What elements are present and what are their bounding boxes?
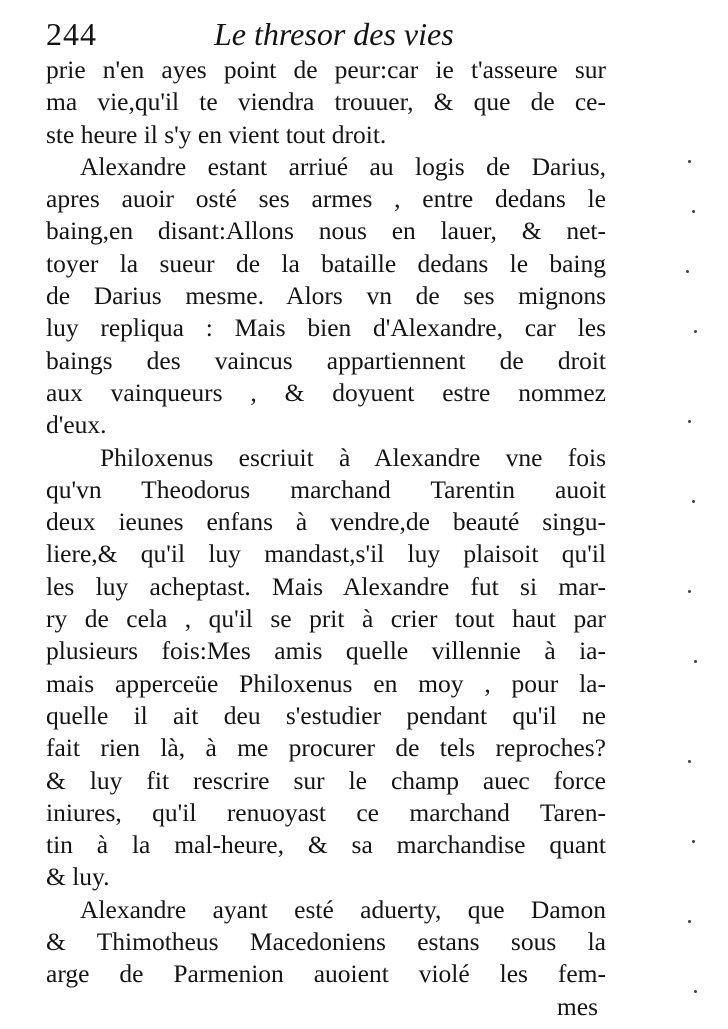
text-line: de Darius mesme. Alors vn de ses mignons bbox=[46, 281, 606, 311]
speckle bbox=[688, 420, 691, 423]
text-line: prie n'en ayes point de peur:car ie t'asseure sur bbox=[46, 55, 606, 84]
text-line: luy repliqua : Mais bien d'Alexandre, car les bbox=[46, 313, 606, 343]
speckle bbox=[692, 210, 695, 213]
text-line: & Thimotheus Macedoniens estans sous la bbox=[46, 927, 606, 957]
catchword: mes bbox=[556, 991, 598, 1021]
speckle bbox=[694, 330, 697, 333]
speckle bbox=[694, 990, 697, 993]
text-line: les luy acheptast. Mais Alexandre fut si mar- bbox=[46, 571, 606, 601]
text-line: ry de cela , qu'il se prit à crier tout haut par bbox=[46, 604, 606, 634]
margin-speckles bbox=[648, 120, 728, 1020]
text-line: ma vie,qu'il te viendra trouuer, & que de ce- bbox=[46, 87, 606, 117]
speckle bbox=[686, 270, 689, 273]
running-head bbox=[46, 14, 606, 54]
paragraph-first-line: Alexandre estant arriué au logis de Darius, bbox=[80, 151, 606, 181]
speckle bbox=[688, 760, 691, 763]
text-line: baings des vaincus appartiennent de droit bbox=[46, 345, 606, 375]
text-line: qu'vn Theodorus marchand Tarentin auoit bbox=[46, 474, 606, 504]
text-line: baing,en disant:Allons nous en lauer, & net- bbox=[46, 216, 606, 246]
paragraph-first-line: Alexandre ayant esté aduerty, que Damon bbox=[80, 894, 606, 924]
text-line: d'eux. bbox=[46, 410, 107, 440]
running-title: Le thresor des vies bbox=[214, 16, 454, 52]
text-line: liere,& qu'il luy mandast,s'il luy plaisoit qu'il bbox=[46, 539, 606, 569]
text-line: iniures, qu'il renuoyast ce marchand Taren- bbox=[46, 797, 606, 827]
text-line: mais apperceüe Philoxenus en moy , pour la- bbox=[46, 668, 606, 698]
text-line: & luy fit rescrire sur le champ auec force bbox=[46, 765, 606, 795]
speckle bbox=[692, 500, 695, 503]
text-line: fait rien là, à me procurer de tels reproches? bbox=[46, 733, 606, 763]
paragraph-first-line: Philoxenus escriuit à Alexandre vne fois bbox=[100, 442, 606, 472]
body-text bbox=[46, 54, 606, 1023]
speckle bbox=[688, 160, 691, 163]
speckle bbox=[692, 840, 695, 843]
text-line: apres auoir osté ses armes , entre dedans le bbox=[46, 184, 606, 214]
speckle bbox=[688, 590, 691, 593]
page-number: 244 bbox=[46, 16, 97, 52]
text-line: plusieurs fois:Mes amis quelle villennie à ia- bbox=[46, 636, 606, 666]
text-line: aux vainqueurs , & doyuent estre nommez bbox=[46, 377, 606, 407]
text-line: arge de Parmenion auoient violé les fem- bbox=[46, 959, 606, 989]
text-line: deux ieunes enfans à vendre,de beauté singu- bbox=[46, 507, 606, 537]
text-line: quelle il ait deu s'estudier pendant qu'il ne bbox=[46, 700, 606, 730]
text-line: ste heure il s'y en vient tout droit. bbox=[46, 119, 387, 149]
speckle bbox=[694, 660, 697, 663]
text-line: tin à la mal-heure, & sa marchandise quant bbox=[46, 830, 606, 860]
text-line: toyer la sueur de la bataille dedans le baing bbox=[46, 248, 606, 278]
text-line: & luy. bbox=[46, 862, 110, 892]
speckle bbox=[688, 920, 691, 923]
